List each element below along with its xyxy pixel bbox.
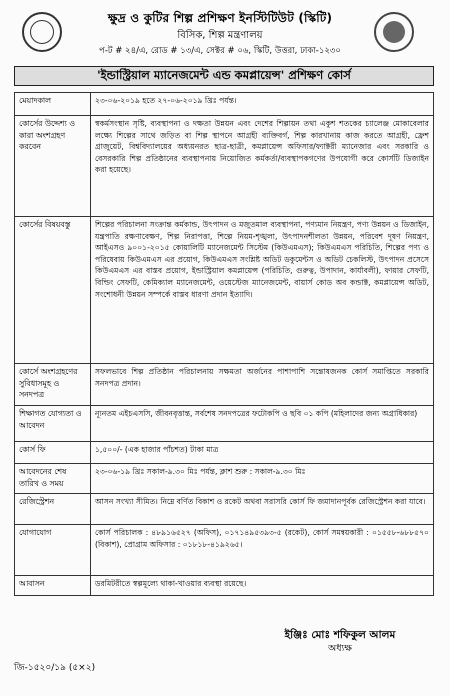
seal-emblem-icon	[383, 21, 405, 43]
row-label: কোর্সের উদ্দেশ্য ও কারা অংশগ্রহণ করবেন	[15, 116, 91, 217]
row-label: রেজিস্ট্রেশন	[15, 494, 91, 525]
table-row	[15, 525, 434, 576]
row-value: ন্যূনতম এইচএসসি, জীবনবৃত্তান্ত, সর্বশেষ সনদপত্রের ফটোকপি ও ছবি ০১ কপি (মহিলাদের জন্য অগ্রাধিকার)	[91, 406, 434, 442]
table-row	[15, 93, 434, 116]
row-value: শিল্পের পরিচালনা সংক্রান্ত কর্মকান্ড, উৎপাদন ও মজুতমাল ব্যবস্থাপনা, পণ্যমান নিয়ন্ত্রণ, পণ্য উন্নয়ন ও ডিজাইন, যন্ত্রপাতি রক্ষণাবেক্ষণ, শিল্প নিরাপত্তা, শিল্পে নিয়ম-শৃঙ্খলা, উৎপাদনশীলতা উন্নয়ন, পরিবেশ দূষণ নিয়ন্ত্রণ, আইএসও ৯০০১-২০১৫ কোয়ালিটি ম্যানেজমেন্ট সিস্টেম (কিউএমএস); কিউএমএস পরিচিতি, শিল্পের পণ্য ও পরিষেবায় কিউএমএস এর প্রয়োগ, কিউএমএস সংশ্লিষ্ট অডিট ডকুমেন্টস ও অডিট চেকলিস্ট, উৎপাদন প্রসেসে কিউএমএস এর বাস্তব প্রয়োগ, ইন্ডাস্ট্রিয়াল কমপ্লায়েন্স (পরিচিতি, গুরুত্ব, উপাদান, কার্যাবলী), ফায়ার সেফটি, বিল্ডিং সেফটি, কেমিক্যাল ম্যানেজমেন্ট, ওয়েস্টেজ ম্যানেজমেন্ট, বায়ার্স কোড অব কন্ডাক্ট, কমপ্লায়েন্স অডিট, সংশোধনী উন্নয়ন সম্পর্কে বাস্তব ধারণা প্রদান ইত্যাদি।	[91, 217, 434, 364]
table-row	[15, 576, 434, 596]
row-label: যোগাযোগ	[15, 525, 91, 576]
row-value: ১,৫০০/- (এক হাজার পাঁচশত) টাকা মাত্র	[91, 442, 434, 464]
reference-number: জি-১৫২০/১৯ (৫×২)	[14, 663, 96, 673]
row-label: আবাসন	[15, 576, 91, 596]
row-value: ২৩-০৬-২০১৯ হতে ২৭-০৬-২০১৯ খ্রিঃ পর্যন্ত।	[91, 93, 434, 116]
government-seal	[374, 12, 414, 52]
table-row	[15, 442, 434, 464]
row-value: ডরমিটরীতে স্বল্পমূল্যে থাকা-খাওয়ার ব্যবস্থা রয়েছে।	[91, 576, 434, 596]
row-label: কোর্স ফি	[15, 442, 91, 464]
course-details-table	[14, 92, 434, 596]
institute-logo	[22, 12, 62, 52]
row-label: কোর্সের বিষয়বস্তু	[15, 217, 91, 364]
row-label: শিক্ষাগত যোগ্যতা ও আবেদন	[15, 406, 91, 442]
table-row	[15, 217, 434, 364]
table-row	[15, 464, 434, 494]
row-value: ২৩-০৬-১৯ খ্রিঃ সকাল-৯.৩০ মিঃ পর্যন্ত, ক্লাশ শুরু : সকাল-৯.৩০ মিঃ	[91, 464, 434, 494]
table-row	[15, 494, 434, 525]
institute-title: ক্ষুদ্র ও কুটির শিল্প প্রশিক্ষণ ইনস্টিটিউট (স্কিটি)	[107, 11, 333, 25]
table-row	[15, 364, 434, 406]
gear-emblem-icon	[30, 20, 54, 44]
institute-address: প-ট # ২৪/এ, রোড # ১৩/এ, সেক্টর # ০৬, স্কিটি, উত্তরা, ঢাকা-১২৩০	[99, 46, 341, 56]
ministry-subtitle: বিসিক, শিল্প মন্ত্রণালয়	[177, 30, 263, 41]
signatory-title: অধ্যক্ষ	[327, 643, 352, 654]
table-row	[15, 116, 434, 217]
row-label: মেয়াদকাল	[15, 93, 91, 116]
row-label: কোর্সে অংশগ্রহণের সুবিধাসমূহ ও সনদপত্র	[15, 364, 91, 406]
row-value: সফলভাবে শিল্প প্রতিষ্ঠান পরিচালনায় সক্ষমতা অর্জনের পাশাপাশি সন্তোষজনক কোর্স সমাপ্তিতে সরকারি সনদপত্র প্রদান।	[91, 364, 434, 406]
row-value: স্বকর্মসংস্থান সৃষ্টি, ব্যবস্থাপনা ও দক্ষতা উন্নয়ন এবং দেশের শিল্পায়ন তথা একুশ শতকের চ্যালেঞ্জ মোকাবেলার লক্ষ্যে শিল্পের সাথে জড়িত বা শিল্প স্থাপনে আগ্রহী ব্যক্তিবর্গ, শিল্প কারখানায় কাজ করতে আগ্রহী, ফ্রেশ গ্রাজুয়েট, বিশ্ববিদ্যালয়ের অধ্যয়নরত ছাত্র-ছাত্রী, কমপ্লায়েন্স অফিসার/ফ্যাক্টরী ম্যানেজার এবং সরকারি ও বেসরকারি শিল্প প্রতিষ্ঠানের ব্যবস্থাপনায় নিয়োজিত কর্মকর্তা/ব্যবস্থাপকগণের উপযোগী করে কোর্সটি ডিজাইন করা হয়েছে।	[91, 116, 434, 217]
course-banner: 'ইন্ডাস্ট্রিয়াল ম্যানেজমেন্ট এন্ড কমপ্লায়েন্স' প্রশিক্ষণ কোর্স	[14, 66, 434, 86]
signature-block	[250, 628, 430, 656]
signatory-name: ইঞ্জিঃ মোঃ শফিকুল আলম	[284, 629, 396, 641]
row-value: আসন সংখ্যা সীমিত। নিম্নে বর্ণিত বিকাশ ও রকেট অথবা সরাসরি কোর্স ফি জমাদানপূর্বক রেজিস্ট্রেশন করা যাবে।	[91, 494, 434, 525]
row-label: আবেদনের শেষ তারিখ ও সময়	[15, 464, 91, 494]
row-value: কোর্স পরিচালক : ৪৮৯১৬৫২৭ (অফিস), ০১৭১৪৯৫৩৯৩-৫ (রকেট), কোর্স সমন্বয়কারী : ০১৫৫৮-৬৮৮৫৭০ (বিকাশ), প্রোগ্রাম অফিসার : ০১৮১৮-৪১৯২৬৫।	[91, 525, 434, 576]
table-row	[15, 406, 434, 442]
